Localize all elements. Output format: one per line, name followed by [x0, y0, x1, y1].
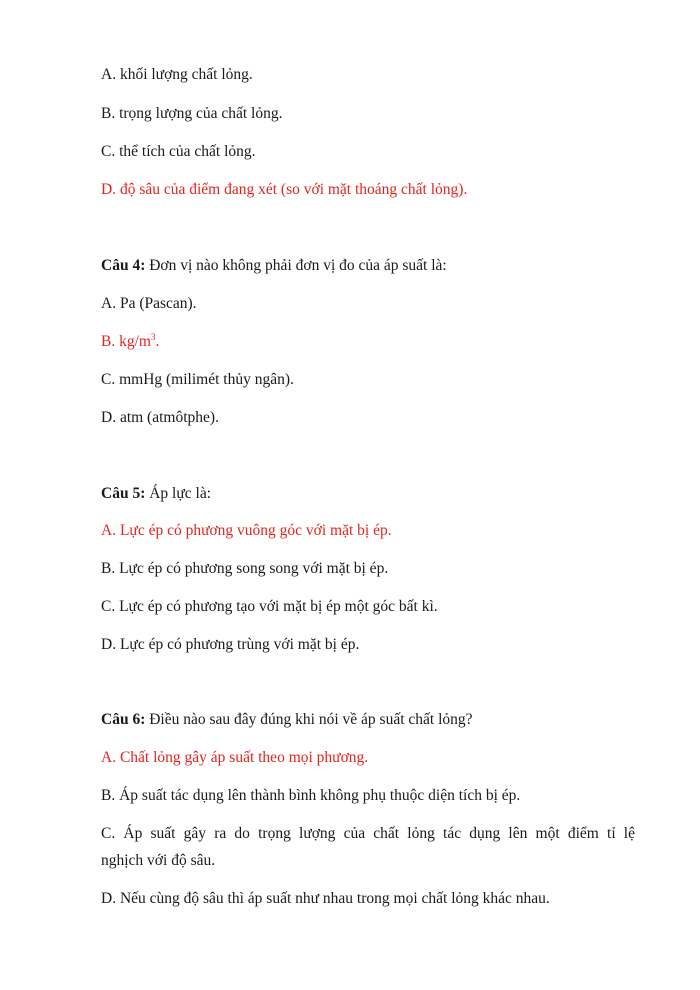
- q6-option-c-line1: C. Áp suất gây ra do trọng lượng của chất lỏng tác dụng lên một điểm tỉ lệ: [101, 825, 635, 842]
- q4-option-b-correct: [101, 332, 635, 352]
- q4-label: Câu 4:: [101, 257, 146, 274]
- q5-option-b: B. Lực ép có phương song song với mặt bị ép.: [101, 560, 389, 577]
- q6-label: Câu 6:: [101, 711, 146, 728]
- q5-option-a-correct: A. Lực ép có phương vuông góc với mặt bị ép.: [101, 522, 392, 539]
- q5-option-d: D. Lực ép có phương trùng với mặt bị ép.: [101, 636, 360, 653]
- q6-option-a-correct: A. Chất lỏng gây áp suất theo mọi phương.: [101, 749, 369, 766]
- q6-option-b: B. Áp suất tác dụng lên thành bình không phụ thuộc diện tích bị ép.: [101, 787, 521, 804]
- q4-option-b-superscript: 3: [150, 331, 156, 342]
- q4-option-b-prefix: B. kg/m: [101, 333, 151, 350]
- q3-option-c: C. thể tích của chất lỏng.: [101, 143, 256, 160]
- q5-text: Áp lực là:: [145, 485, 212, 502]
- q5-question: [101, 484, 635, 504]
- q6-option-d: D. Nếu cùng độ sâu thì áp suất như nhau trong mọi chất lỏng khác nhau.: [101, 890, 550, 907]
- q3-option-a: A. khối lượng chất lỏng.: [101, 66, 253, 83]
- q6-text: Điều nào sau đây đúng khi nói về áp suất chất lỏng?: [145, 711, 473, 728]
- q4-question: [101, 256, 635, 276]
- q5-option-c: C. Lực ép có phương tạo với mặt bị ép một góc bất kì.: [101, 598, 438, 615]
- q4-option-a: A. Pa (Pascan).: [101, 295, 197, 312]
- q3-option-d-correct: D. độ sâu của điểm đang xét (so với mặt thoáng chất lỏng).: [101, 181, 468, 198]
- q5-label: Câu 5:: [101, 485, 146, 502]
- q6-question: [101, 710, 635, 730]
- q6-option-c-line2: nghịch với độ sâu.: [101, 852, 216, 869]
- q4-text: Đơn vị nào không phải đơn vị đo của áp suất là:: [145, 257, 447, 274]
- q4-option-b-suffix: .: [155, 333, 160, 350]
- q4-option-d: D. atm (atmôtphe).: [101, 409, 219, 426]
- q3-option-b: B. trọng lượng của chất lỏng.: [101, 105, 283, 122]
- q4-option-c: C. mmHg (milimét thủy ngân).: [101, 371, 294, 388]
